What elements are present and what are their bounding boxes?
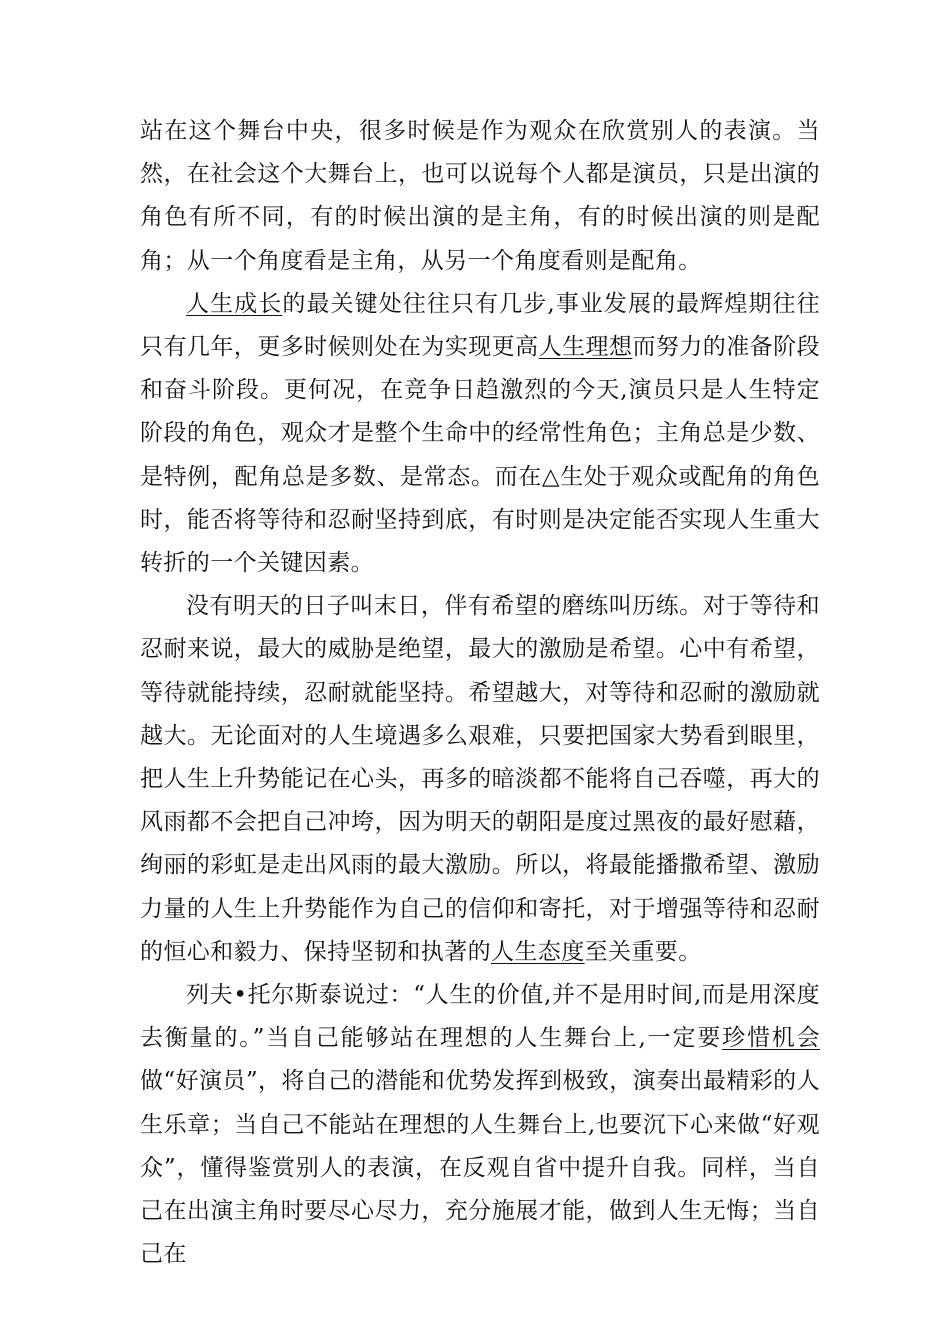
paragraph-hope [140,585,820,974]
paragraph-text: 而努力的准备阶段和奋斗阶段。更何况，在竞争日趋激烈的今天,演员只是人生特定阶段的角色，观众才是整个生命中的经常性角色；主角总是少数、是特例，配角总是多数、是常态。而在△生处于观众或配角的角色时，能否将等待和忍耐坚持到底，有时则是决定能否实现人生重大转折的一个关键因素。 [140,334,820,577]
paragraph-text: 没有明天的日子叫末日，伴有希望的磨练叫历练。对于等待和忍耐来说，最大的威胁是绝望，最大的激励是希望。心中有希望，等待就能持续，忍耐就能坚持。希望越大，对等待和忍耐的激励就越大。无论面对的人生境遇多么艰难，只要把国家大势看到眼里，把人生上升势能记在心头，再多的暗淡都不能将自己吞噬，再大的风雨都不会把自己冲垮，因为明天的朝阳是度过黑夜的最好慰藉，绚丽的彩虹是走出风雨的最大激励。所以，将最能播撒希望、激励力量的人生上升势能作为自己的信仰和寄托，对于增强等待和忍耐的恒心和毅力、保持坚韧和执著的 [140,593,820,965]
paragraph-text: 的最关键处往往只有几步,事业发展的最辉煌期往往只有几年，更多时候则处在为实现更高 [140,290,820,361]
paragraph-text: 至关重要。 [584,938,702,965]
paragraph-text: 站在这个舞台中央，很多时候是作为观众在欣赏别人的表演。当然，在社会这个大舞台上，也可以说每个人都是演员，只是出演的角色有所不同，有的时候出演的是主角，有的时候出演的则是配角；从一个角度看是主角，从另一个角度看则是配角。 [140,118,820,274]
link-life-attitude[interactable]: 人生态度 [491,938,585,965]
paragraph-continuation [140,110,820,283]
paragraph-text: 列夫•托尔斯泰说过：“人生的价值,并不是用时间,而是用深度去衡量的。”当自己能够站在理想的人生舞台上,一定要 [140,982,820,1052]
article-body [140,110,820,1276]
link-cherish-opportunity[interactable]: 珍惜机会 [722,1025,820,1052]
paragraph-text: 做“好演员”，将自己的潜能和优势发挥到极致，演奏出最精彩的人生乐章；当自己不能站在理想的人生舞台上,也要沉下心来做“好观众”，懂得鉴赏别人的表演，在反观自省中提升自我。同样，当自己在出演主角时要尽心尽力，充分施展才能，做到人生无悔；当自己在 [140,1068,820,1268]
link-life-ideal[interactable]: 人生理想 [538,334,633,361]
paragraph-life-growth [140,283,820,585]
link-life-growth[interactable]: 人生成长 [186,290,283,317]
paragraph-tolstoy-quote [140,974,820,1276]
